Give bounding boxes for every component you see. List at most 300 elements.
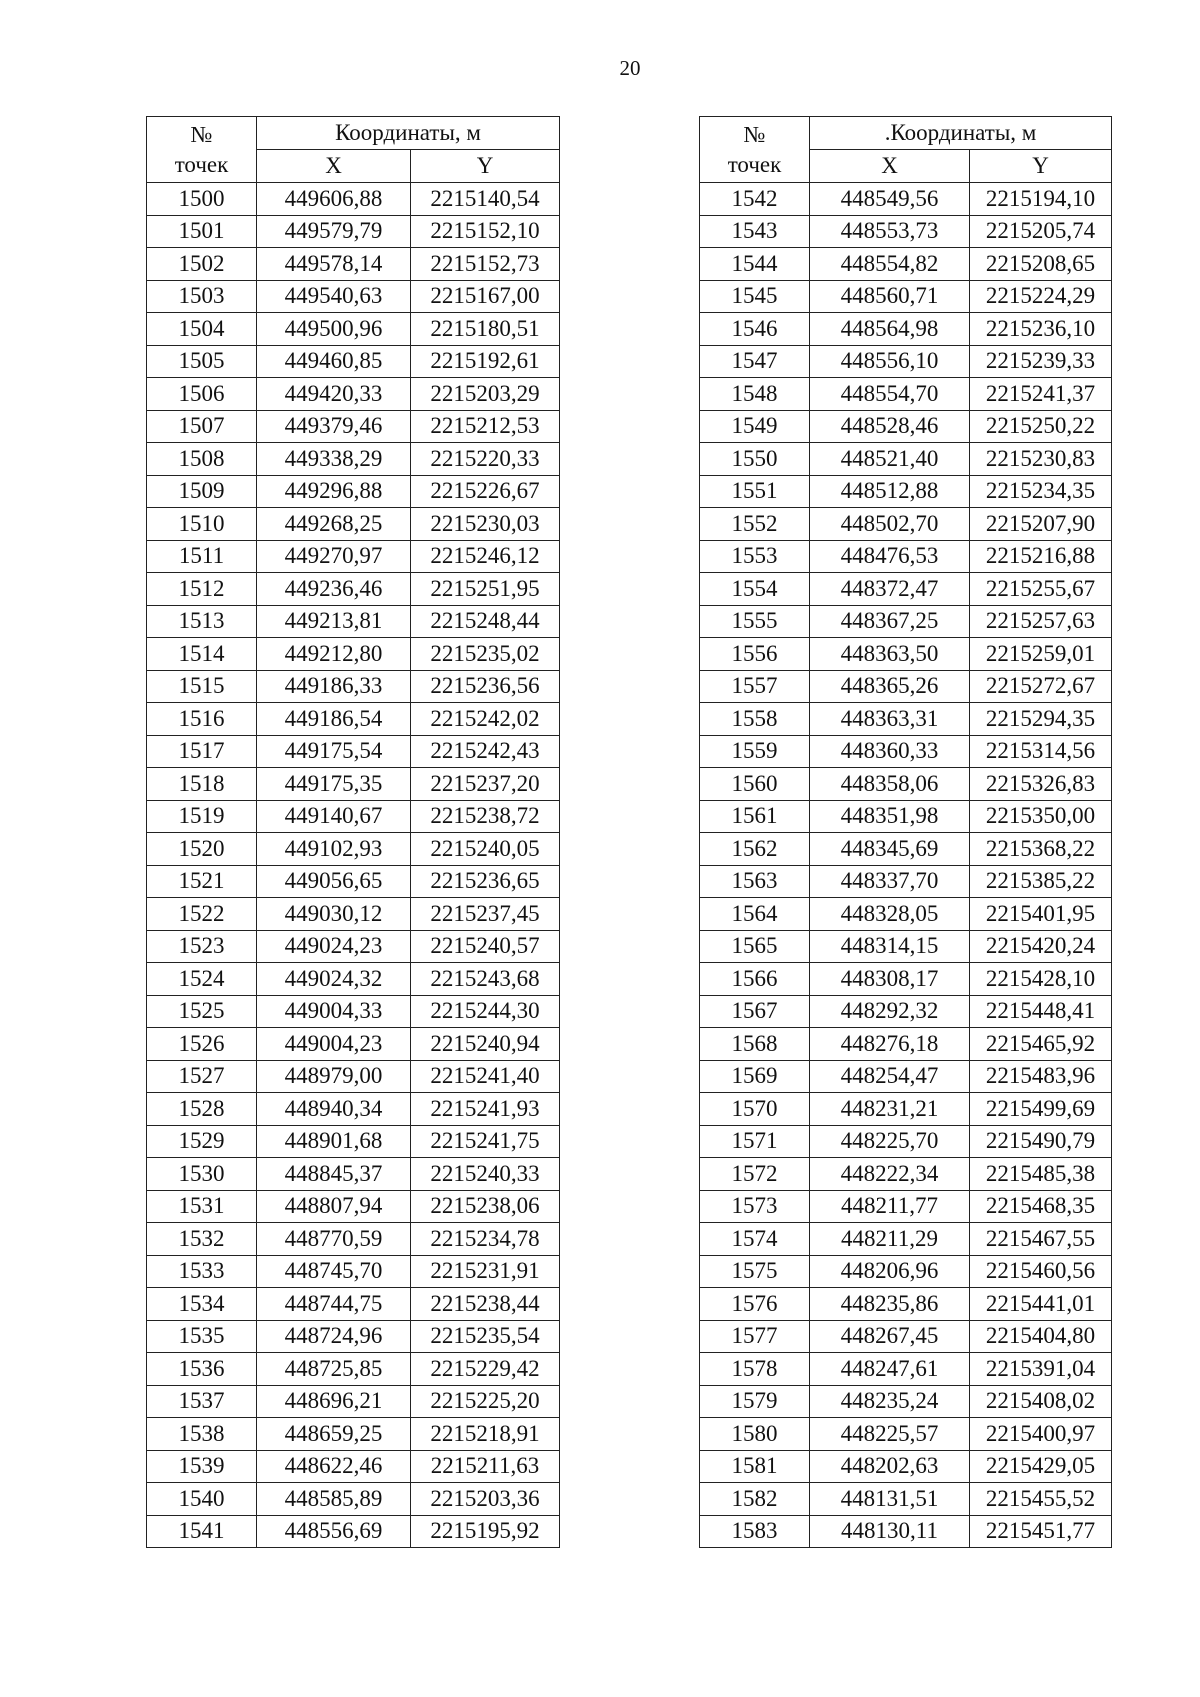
x-coordinate-cell: 449270,97: [257, 540, 411, 573]
points-label: точек: [727, 151, 782, 177]
point-number-cell: 1568: [700, 1028, 810, 1061]
table-row: [147, 703, 560, 736]
x-coordinate-cell: 448292,32: [810, 995, 970, 1028]
y-coordinate-cell: 2215391,04: [970, 1353, 1112, 1386]
table-row: [147, 1028, 560, 1061]
point-number-cell: 1572: [700, 1158, 810, 1191]
table-row: [147, 280, 560, 313]
coordinates-header: Координаты, м: [257, 117, 560, 150]
point-number-cell: 1552: [700, 508, 810, 541]
table-row: [147, 313, 560, 346]
table-row: [700, 638, 1112, 671]
table-row: [700, 703, 1112, 736]
point-number-cell: 1502: [147, 248, 257, 281]
x-coordinate-cell: 448367,25: [810, 605, 970, 638]
y-coordinate-cell: 2215205,74: [970, 215, 1112, 248]
point-number-cell: 1507: [147, 410, 257, 443]
x-coordinate-cell: 448622,46: [257, 1450, 411, 1483]
table-row: [147, 1190, 560, 1223]
x-coordinate-cell: 449578,14: [257, 248, 411, 281]
point-number-cell: 1550: [700, 443, 810, 476]
table-row: [147, 1125, 560, 1158]
point-number-cell: 1540: [147, 1483, 257, 1516]
x-coordinate-cell: 448254,47: [810, 1060, 970, 1093]
table-row: [147, 1158, 560, 1191]
table-row: [147, 670, 560, 703]
y-coordinate-cell: 2215152,73: [411, 248, 560, 281]
table-row: [700, 540, 1112, 573]
y-coordinate-cell: 2215237,20: [411, 768, 560, 801]
y-coordinate-cell: 2215216,88: [970, 540, 1112, 573]
x-coordinate-cell: 449024,23: [257, 930, 411, 963]
table-row: [147, 248, 560, 281]
y-coordinate-cell: 2215429,05: [970, 1450, 1112, 1483]
point-number-cell: 1573: [700, 1190, 810, 1223]
x-coordinate-cell: 448564,98: [810, 313, 970, 346]
table-row: [147, 573, 560, 606]
y-coordinate-cell: 2215485,38: [970, 1158, 1112, 1191]
x-coordinate-cell: 448235,86: [810, 1288, 970, 1321]
x-coordinate-cell: 449140,67: [257, 800, 411, 833]
point-number-cell: 1553: [700, 540, 810, 573]
x-coordinate-cell: 448130,11: [810, 1515, 970, 1548]
point-number-cell: 1560: [700, 768, 810, 801]
point-number-cell: 1561: [700, 800, 810, 833]
point-number-cell: 1571: [700, 1125, 810, 1158]
y-header: Y: [970, 150, 1112, 183]
y-coordinate-cell: 2215401,95: [970, 898, 1112, 931]
table-row: [700, 930, 1112, 963]
point-number-cell: 1519: [147, 800, 257, 833]
x-coordinate-cell: 448807,94: [257, 1190, 411, 1223]
table-row: [147, 1418, 560, 1451]
y-coordinate-cell: 2215428,10: [970, 963, 1112, 996]
x-coordinate-cell: 448476,53: [810, 540, 970, 573]
y-coordinate-cell: 2215368,22: [970, 833, 1112, 866]
table-row: [147, 800, 560, 833]
y-coordinate-cell: 2215499,69: [970, 1093, 1112, 1126]
y-coordinate-cell: 2215257,63: [970, 605, 1112, 638]
y-coordinate-cell: 2215195,92: [411, 1515, 560, 1548]
table-row: [700, 1223, 1112, 1256]
y-coordinate-cell: 2215248,44: [411, 605, 560, 638]
table-row: [147, 1223, 560, 1256]
table-row: [700, 1385, 1112, 1418]
point-number-cell: 1513: [147, 605, 257, 638]
y-coordinate-cell: 2215483,96: [970, 1060, 1112, 1093]
x-coordinate-cell: 449338,29: [257, 443, 411, 476]
y-coordinate-cell: 2215235,54: [411, 1320, 560, 1353]
table-body-right: [700, 183, 1112, 1548]
x-coordinate-cell: 449236,46: [257, 573, 411, 606]
y-coordinate-cell: 2215140,54: [411, 183, 560, 216]
point-number-cell: 1533: [147, 1255, 257, 1288]
table-row: [700, 248, 1112, 281]
table-row: [700, 735, 1112, 768]
table-row: [147, 1515, 560, 1548]
table-row: [147, 215, 560, 248]
table-row: [700, 1515, 1112, 1548]
table-row: [700, 475, 1112, 508]
point-number-cell: 1503: [147, 280, 257, 313]
table-row: [147, 378, 560, 411]
x-coordinate-cell: 448314,15: [810, 930, 970, 963]
point-number-cell: 1506: [147, 378, 257, 411]
point-number-cell: 1518: [147, 768, 257, 801]
point-number-cell: 1546: [700, 313, 810, 346]
point-number-cell: 1511: [147, 540, 257, 573]
y-coordinate-cell: 2215225,20: [411, 1385, 560, 1418]
y-coordinate-cell: 2215468,35: [970, 1190, 1112, 1223]
y-coordinate-cell: 2215272,67: [970, 670, 1112, 703]
table-row: [700, 800, 1112, 833]
x-coordinate-cell: 448358,06: [810, 768, 970, 801]
y-coordinate-cell: 2215240,57: [411, 930, 560, 963]
y-coordinate-cell: 2215241,37: [970, 378, 1112, 411]
point-number-cell: 1567: [700, 995, 810, 1028]
point-number-cell: 1524: [147, 963, 257, 996]
table-row: [147, 963, 560, 996]
x-coordinate-cell: 448745,70: [257, 1255, 411, 1288]
point-number-cell: 1551: [700, 475, 810, 508]
y-coordinate-cell: 2215238,44: [411, 1288, 560, 1321]
x-header: X: [810, 150, 970, 183]
x-coordinate-cell: 448556,10: [810, 345, 970, 378]
y-coordinate-cell: 2215241,40: [411, 1060, 560, 1093]
x-coordinate-cell: 448365,26: [810, 670, 970, 703]
x-coordinate-cell: 448724,96: [257, 1320, 411, 1353]
y-coordinate-cell: 2215294,35: [970, 703, 1112, 736]
table-row: [700, 605, 1112, 638]
point-number-cell: 1566: [700, 963, 810, 996]
y-coordinate-cell: 2215226,67: [411, 475, 560, 508]
x-coordinate-cell: 449102,93: [257, 833, 411, 866]
point-number-cell: 1549: [700, 410, 810, 443]
point-number-cell: 1520: [147, 833, 257, 866]
x-coordinate-cell: 449606,88: [257, 183, 411, 216]
table-row: [700, 410, 1112, 443]
point-number-cell: 1578: [700, 1353, 810, 1386]
y-coordinate-cell: 2215236,65: [411, 865, 560, 898]
point-number-cell: 1544: [700, 248, 810, 281]
point-number-cell: 1554: [700, 573, 810, 606]
y-coordinate-cell: 2215167,00: [411, 280, 560, 313]
x-coordinate-cell: 448744,75: [257, 1288, 411, 1321]
x-coordinate-cell: 448351,98: [810, 800, 970, 833]
y-coordinate-cell: 2215240,94: [411, 1028, 560, 1061]
table-row: [700, 963, 1112, 996]
y-coordinate-cell: 2215451,77: [970, 1515, 1112, 1548]
y-coordinate-cell: 2215234,35: [970, 475, 1112, 508]
point-number-cell: 1509: [147, 475, 257, 508]
y-coordinate-cell: 2215241,93: [411, 1093, 560, 1126]
y-coordinate-cell: 2215251,95: [411, 573, 560, 606]
point-number-cell: 1556: [700, 638, 810, 671]
x-coordinate-cell: 448979,00: [257, 1060, 411, 1093]
y-header: Y: [411, 150, 560, 183]
y-coordinate-cell: 2215238,72: [411, 800, 560, 833]
table-row: [700, 573, 1112, 606]
table-row: [147, 1093, 560, 1126]
x-header: X: [257, 150, 411, 183]
point-number-cell: 1500: [147, 183, 257, 216]
table-row: [147, 638, 560, 671]
x-coordinate-cell: 449500,96: [257, 313, 411, 346]
x-coordinate-cell: 448328,05: [810, 898, 970, 931]
x-coordinate-cell: 448276,18: [810, 1028, 970, 1061]
y-coordinate-cell: 2215152,10: [411, 215, 560, 248]
table-row: [700, 1483, 1112, 1516]
x-coordinate-cell: 448554,82: [810, 248, 970, 281]
points-label: точек: [174, 151, 229, 177]
x-coordinate-cell: 448247,61: [810, 1353, 970, 1386]
table-row: [700, 1190, 1112, 1223]
x-coordinate-cell: 449175,35: [257, 768, 411, 801]
point-number-cell: 1574: [700, 1223, 810, 1256]
table-row: [147, 1255, 560, 1288]
x-coordinate-cell: 448337,70: [810, 865, 970, 898]
x-coordinate-cell: 449460,85: [257, 345, 411, 378]
y-coordinate-cell: 2215350,00: [970, 800, 1112, 833]
point-number-cell: 1514: [147, 638, 257, 671]
x-coordinate-cell: 448659,25: [257, 1418, 411, 1451]
table-row: [700, 833, 1112, 866]
x-coordinate-cell: 448770,59: [257, 1223, 411, 1256]
table-row: [700, 1320, 1112, 1353]
y-coordinate-cell: 2215326,83: [970, 768, 1112, 801]
y-coordinate-cell: 2215238,06: [411, 1190, 560, 1223]
table-row: [700, 1093, 1112, 1126]
point-number-cell: 1512: [147, 573, 257, 606]
y-coordinate-cell: 2215408,02: [970, 1385, 1112, 1418]
x-coordinate-cell: 448560,71: [810, 280, 970, 313]
x-coordinate-cell: 448202,63: [810, 1450, 970, 1483]
table-row: [147, 898, 560, 931]
point-number-cell: 1575: [700, 1255, 810, 1288]
table-row: [700, 443, 1112, 476]
point-number-cell: 1581: [700, 1450, 810, 1483]
y-coordinate-cell: 2215455,52: [970, 1483, 1112, 1516]
table-row: [700, 183, 1112, 216]
page-number: 20: [619, 56, 641, 80]
x-coordinate-cell: 448940,34: [257, 1093, 411, 1126]
table-row: [700, 898, 1112, 931]
coordinates-header: .Координаты, м: [810, 117, 1112, 150]
point-number-cell: 1583: [700, 1515, 810, 1548]
y-coordinate-cell: 2215180,51: [411, 313, 560, 346]
x-coordinate-cell: 449004,33: [257, 995, 411, 1028]
x-coordinate-cell: 448512,88: [810, 475, 970, 508]
x-coordinate-cell: 448235,24: [810, 1385, 970, 1418]
point-number-cell: 1582: [700, 1483, 810, 1516]
y-coordinate-cell: 2215203,36: [411, 1483, 560, 1516]
x-coordinate-cell: 449175,54: [257, 735, 411, 768]
table-body-left: [147, 183, 560, 1548]
y-coordinate-cell: 2215244,30: [411, 995, 560, 1028]
y-coordinate-cell: 2215448,41: [970, 995, 1112, 1028]
point-number-cell: 1579: [700, 1385, 810, 1418]
table-row: [700, 670, 1112, 703]
point-number-cell: 1577: [700, 1320, 810, 1353]
x-coordinate-cell: 449024,32: [257, 963, 411, 996]
table-row: [147, 508, 560, 541]
point-number-cell: 1536: [147, 1353, 257, 1386]
table-row: [700, 1158, 1112, 1191]
x-coordinate-cell: 448585,89: [257, 1483, 411, 1516]
y-coordinate-cell: 2215207,90: [970, 508, 1112, 541]
x-coordinate-cell: 449056,65: [257, 865, 411, 898]
point-number-cell: 1528: [147, 1093, 257, 1126]
table-row: [147, 1353, 560, 1386]
y-coordinate-cell: 2215192,61: [411, 345, 560, 378]
point-number-cell: 1565: [700, 930, 810, 963]
x-coordinate-cell: 448696,21: [257, 1385, 411, 1418]
x-coordinate-cell: 449030,12: [257, 898, 411, 931]
x-coordinate-cell: 448845,37: [257, 1158, 411, 1191]
point-number-cell: 1504: [147, 313, 257, 346]
table-row: [700, 1028, 1112, 1061]
point-number-cell: 1537: [147, 1385, 257, 1418]
point-number-cell: 1557: [700, 670, 810, 703]
point-number-header: [700, 117, 810, 183]
x-coordinate-cell: 448206,96: [810, 1255, 970, 1288]
point-number-cell: 1530: [147, 1158, 257, 1191]
y-coordinate-cell: 2215259,01: [970, 638, 1112, 671]
point-number-cell: 1527: [147, 1060, 257, 1093]
x-coordinate-cell: 448211,29: [810, 1223, 970, 1256]
x-coordinate-cell: 449379,46: [257, 410, 411, 443]
point-number-cell: 1569: [700, 1060, 810, 1093]
point-number-cell: 1564: [700, 898, 810, 931]
point-number-cell: 1539: [147, 1450, 257, 1483]
y-coordinate-cell: 2215230,83: [970, 443, 1112, 476]
x-coordinate-cell: 449579,79: [257, 215, 411, 248]
table-row: [700, 508, 1112, 541]
table-row: [700, 768, 1112, 801]
y-coordinate-cell: 2215255,67: [970, 573, 1112, 606]
x-coordinate-cell: 448363,50: [810, 638, 970, 671]
table-row: [700, 865, 1112, 898]
table-row: [147, 1288, 560, 1321]
y-coordinate-cell: 2215230,03: [411, 508, 560, 541]
table-row: [147, 995, 560, 1028]
y-coordinate-cell: 2215467,55: [970, 1223, 1112, 1256]
point-number-cell: 1538: [147, 1418, 257, 1451]
coordinates-table-left: [146, 116, 560, 1548]
x-coordinate-cell: 448556,69: [257, 1515, 411, 1548]
table-row: [700, 995, 1112, 1028]
y-coordinate-cell: 2215212,53: [411, 410, 560, 443]
y-coordinate-cell: 2215234,78: [411, 1223, 560, 1256]
y-coordinate-cell: 2215239,33: [970, 345, 1112, 378]
point-number-cell: 1570: [700, 1093, 810, 1126]
table-row: [147, 1060, 560, 1093]
x-coordinate-cell: 449212,80: [257, 638, 411, 671]
table-row: [147, 1385, 560, 1418]
table-row: [147, 183, 560, 216]
x-coordinate-cell: 449296,88: [257, 475, 411, 508]
table-row: [147, 735, 560, 768]
y-coordinate-cell: 2215211,63: [411, 1450, 560, 1483]
point-number-cell: 1508: [147, 443, 257, 476]
point-number-cell: 1541: [147, 1515, 257, 1548]
table-row: [147, 345, 560, 378]
y-coordinate-cell: 2215236,10: [970, 313, 1112, 346]
x-coordinate-cell: 448308,17: [810, 963, 970, 996]
point-number-cell: 1523: [147, 930, 257, 963]
point-number-cell: 1559: [700, 735, 810, 768]
table-row: [700, 345, 1112, 378]
x-coordinate-cell: 448725,85: [257, 1353, 411, 1386]
x-coordinate-cell: 448222,34: [810, 1158, 970, 1191]
table-row: [147, 605, 560, 638]
y-coordinate-cell: 2215490,79: [970, 1125, 1112, 1158]
table-row: [147, 865, 560, 898]
y-coordinate-cell: 2215465,92: [970, 1028, 1112, 1061]
y-coordinate-cell: 2215236,56: [411, 670, 560, 703]
point-number-cell: 1517: [147, 735, 257, 768]
table-row: [147, 540, 560, 573]
point-number-header: [147, 117, 257, 183]
point-number-cell: 1501: [147, 215, 257, 248]
table-row: [700, 378, 1112, 411]
x-coordinate-cell: 449004,23: [257, 1028, 411, 1061]
x-coordinate-cell: 448554,70: [810, 378, 970, 411]
table-row: [700, 1125, 1112, 1158]
y-coordinate-cell: 2215243,68: [411, 963, 560, 996]
y-coordinate-cell: 2215231,91: [411, 1255, 560, 1288]
y-coordinate-cell: 2215404,80: [970, 1320, 1112, 1353]
point-number-cell: 1543: [700, 215, 810, 248]
y-coordinate-cell: 2215235,02: [411, 638, 560, 671]
table-row: [147, 475, 560, 508]
table-row: [147, 1483, 560, 1516]
y-coordinate-cell: 2215460,56: [970, 1255, 1112, 1288]
y-coordinate-cell: 2215208,65: [970, 248, 1112, 281]
point-number-cell: 1525: [147, 995, 257, 1028]
point-number-cell: 1522: [147, 898, 257, 931]
table-row: [700, 280, 1112, 313]
table-row: [700, 215, 1112, 248]
point-number-cell: 1535: [147, 1320, 257, 1353]
x-coordinate-cell: 449186,54: [257, 703, 411, 736]
table-row: [700, 1288, 1112, 1321]
table-row: [147, 833, 560, 866]
y-coordinate-cell: 2215224,29: [970, 280, 1112, 313]
x-coordinate-cell: 448372,47: [810, 573, 970, 606]
x-coordinate-cell: 449540,63: [257, 280, 411, 313]
point-number-cell: 1562: [700, 833, 810, 866]
point-number-cell: 1563: [700, 865, 810, 898]
number-symbol: №: [743, 121, 766, 147]
x-coordinate-cell: 448521,40: [810, 443, 970, 476]
y-coordinate-cell: 2215240,33: [411, 1158, 560, 1191]
y-coordinate-cell: 2215242,02: [411, 703, 560, 736]
x-coordinate-cell: 449186,33: [257, 670, 411, 703]
table-row: [700, 1450, 1112, 1483]
y-coordinate-cell: 2215237,45: [411, 898, 560, 931]
coordinates-table-right: [699, 116, 1112, 1548]
point-number-cell: 1526: [147, 1028, 257, 1061]
x-coordinate-cell: 448231,21: [810, 1093, 970, 1126]
point-number-cell: 1534: [147, 1288, 257, 1321]
y-coordinate-cell: 2215229,42: [411, 1353, 560, 1386]
point-number-cell: 1548: [700, 378, 810, 411]
y-coordinate-cell: 2215241,75: [411, 1125, 560, 1158]
point-number-cell: 1515: [147, 670, 257, 703]
y-coordinate-cell: 2215314,56: [970, 735, 1112, 768]
point-number-cell: 1547: [700, 345, 810, 378]
